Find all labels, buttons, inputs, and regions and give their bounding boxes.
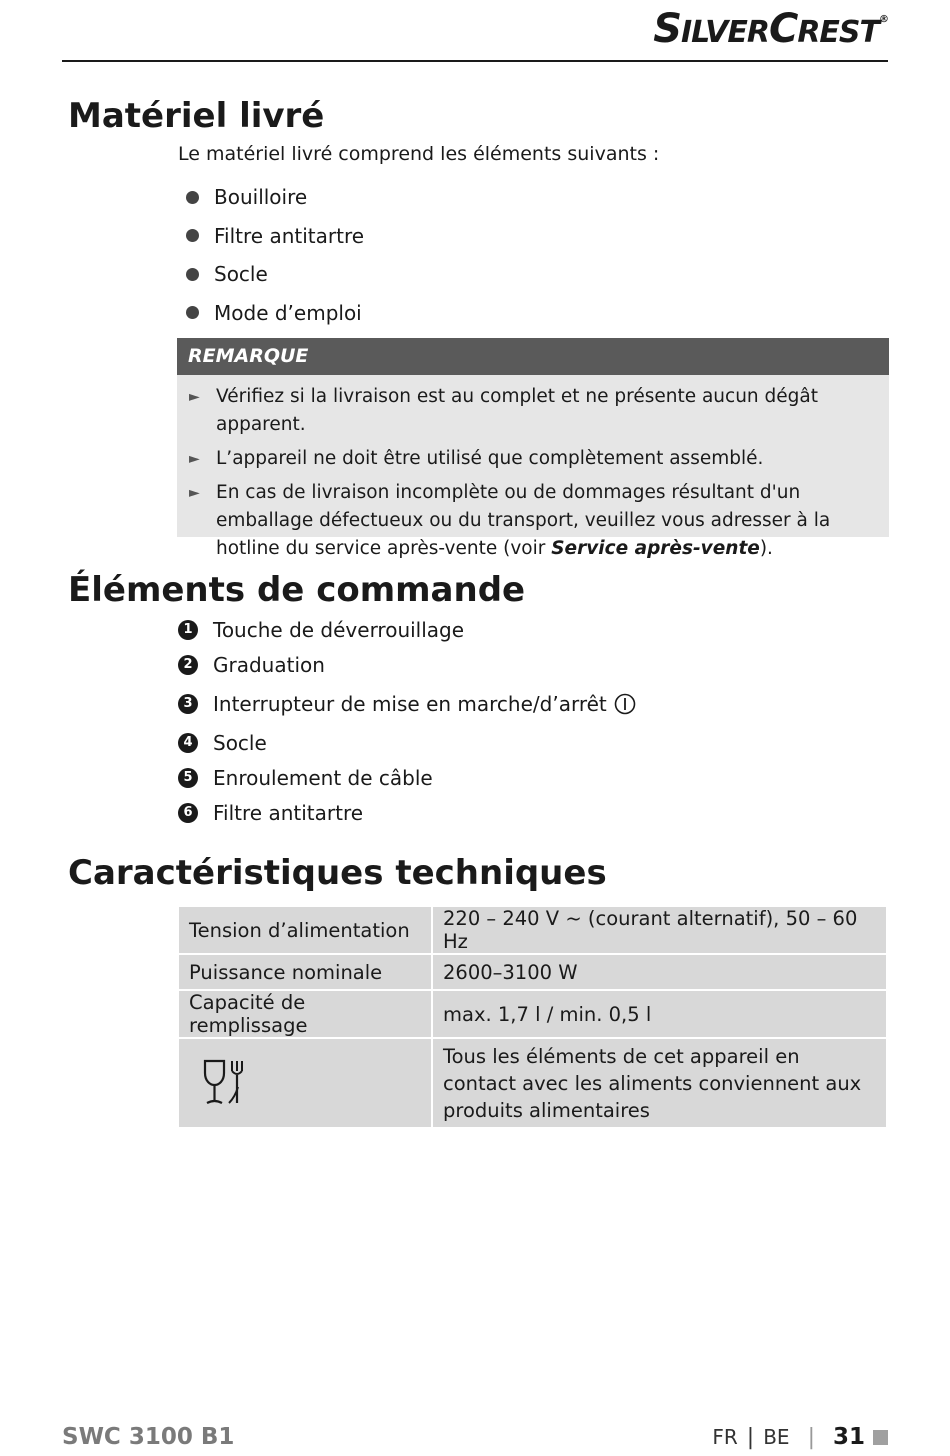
number-badge: 4: [178, 733, 198, 753]
controls-list: [178, 612, 636, 830]
list-item: 4 Socle: [178, 725, 636, 760]
number-badge: 5: [178, 768, 198, 788]
spec-label: Tension d’alimentation: [179, 907, 431, 953]
section-title-materiel: Matériel livré: [68, 96, 325, 136]
power-switch-icon: [614, 693, 636, 715]
table-row: [179, 955, 886, 989]
food-safe-icon: [202, 1057, 250, 1109]
table-row: [179, 907, 886, 953]
list-item: Mode d’emploi: [186, 294, 364, 333]
section-title-commande: Éléments de commande: [68, 570, 526, 610]
spec-label: Capacité de remplissage: [179, 991, 431, 1037]
note-item: ► L’appareil ne doit être utilisé que complètement assemblé.: [189, 445, 869, 473]
spec-value: max. 1,7 l / min. 0,5 l: [433, 991, 886, 1037]
arrow-right-icon: ►: [189, 485, 200, 501]
arrow-right-icon: ►: [189, 451, 200, 467]
page-marker-icon: [873, 1430, 888, 1445]
footer-model: SWC 3100 B1: [62, 1424, 235, 1450]
spec-value: 220 – 240 V ~ (courant alternatif), 50 – 60 Hz: [433, 907, 886, 953]
brand-logo: SILVERCREST®: [653, 6, 888, 52]
list-item: Socle: [186, 255, 364, 294]
bullet-icon: [186, 306, 199, 319]
footer-pagination: [712, 1424, 888, 1450]
section-title-caracteristiques: Caractéristiques techniques: [68, 853, 607, 893]
note-item: ► En cas de livraison incomplète ou de dommages résultant d'un emballage défectueux ou du transport, veuillez vous adresser à la hotline du service après-vente (voir Service après-vente).: [189, 479, 869, 563]
number-badge: 3: [178, 694, 198, 714]
spec-value: Tous les éléments de cet appareil en contact avec les aliments conviennent aux produits alimentaires: [433, 1039, 886, 1127]
note-header: REMARQUE: [177, 338, 889, 375]
number-badge: 6: [178, 803, 198, 823]
table-row: [179, 991, 886, 1037]
footer-lang-fr: FR: [712, 1425, 738, 1449]
number-badge: 1: [178, 620, 198, 640]
section-intro: Le matériel livré comprend les éléments suivants :: [178, 143, 660, 165]
delivery-list: [186, 178, 364, 332]
note-box: [177, 375, 889, 559]
footer-separator: |: [746, 1424, 755, 1450]
service-reference: Service après-vente: [551, 538, 760, 559]
list-item: 3 Interrupteur de mise en marche/d’arrêt: [178, 682, 636, 725]
bullet-icon: [186, 268, 199, 281]
spec-value: 2600–3100 W: [433, 955, 886, 989]
bullet-icon: [186, 191, 199, 204]
bullet-icon: [186, 229, 199, 242]
spec-label: [179, 1039, 431, 1127]
footer-lang-be: BE: [763, 1425, 790, 1449]
list-item: 6 Filtre antitartre: [178, 795, 636, 830]
note-item: ► Vérifiez si la livraison est au complet et ne présente aucun dégât apparent.: [189, 383, 869, 439]
header-divider: [62, 60, 888, 62]
list-item: Bouilloire: [186, 178, 364, 217]
number-badge: 2: [178, 655, 198, 675]
list-item: 2 Graduation: [178, 647, 636, 682]
specs-table: [177, 905, 888, 1129]
spec-label: Puissance nominale: [179, 955, 431, 989]
list-item: 1 Touche de déverrouillage: [178, 612, 636, 647]
list-item: Filtre antitartre: [186, 217, 364, 256]
arrow-right-icon: ►: [189, 389, 200, 405]
page-number: 31: [832, 1424, 865, 1450]
list-item: 5 Enroulement de câble: [178, 760, 636, 795]
table-row: [179, 1039, 886, 1127]
footer-separator: |: [807, 1424, 815, 1450]
